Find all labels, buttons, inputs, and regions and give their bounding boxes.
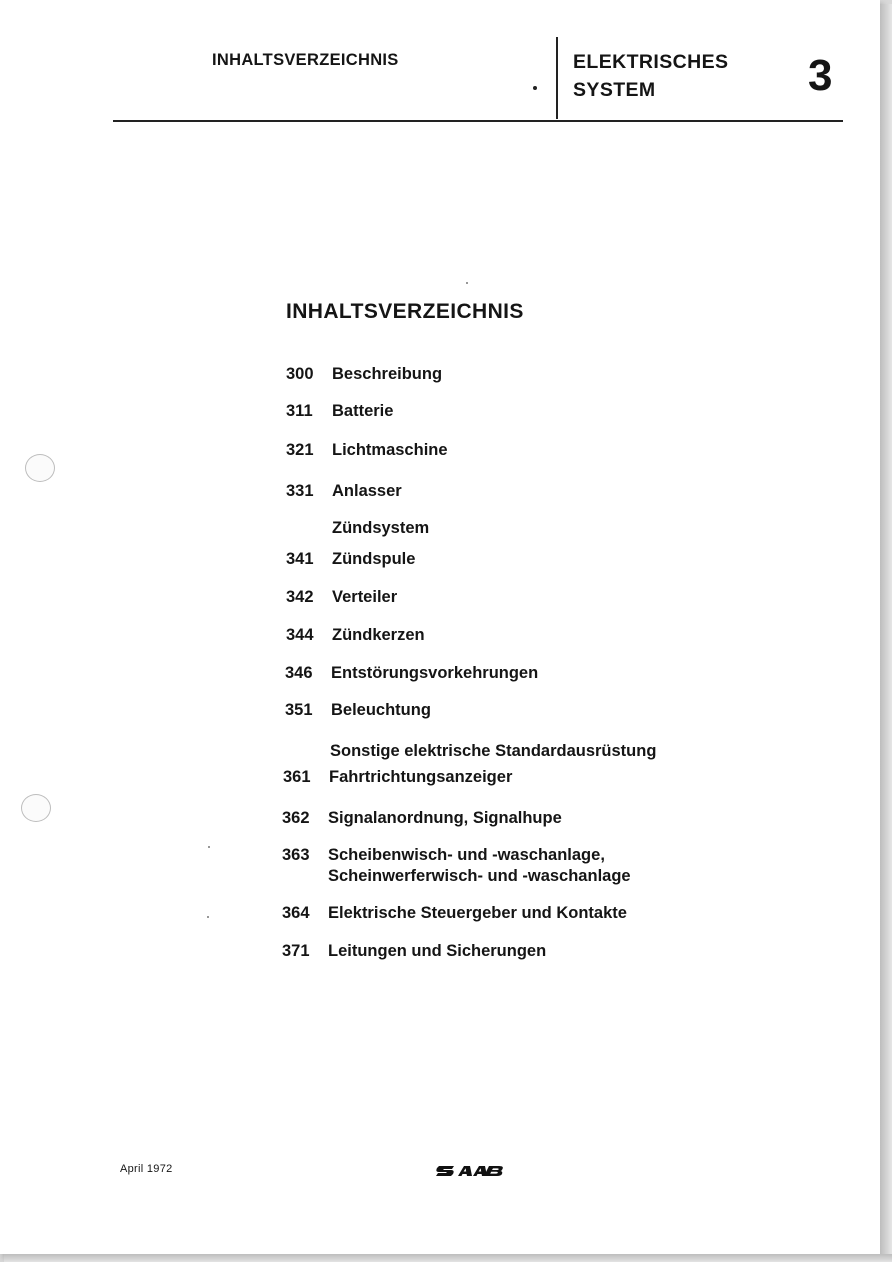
toc-entry-title: Beschreibung bbox=[332, 365, 443, 383]
toc-entry-number: 341 bbox=[286, 550, 314, 568]
header-dot bbox=[533, 86, 537, 90]
header-section-title bbox=[573, 48, 728, 104]
header-section-title-line2: SYSTEM bbox=[573, 79, 656, 101]
toc-group-heading: Zündsystem bbox=[332, 519, 430, 537]
toc-entry-number: 342 bbox=[286, 588, 314, 606]
header-rule bbox=[113, 120, 843, 122]
saab-logo bbox=[436, 1164, 504, 1178]
toc-entry-number: 331 bbox=[286, 482, 314, 500]
toc-entry-number: 364 bbox=[282, 904, 310, 922]
toc-entry-title: Fahrtrichtungsanzeiger bbox=[329, 768, 513, 786]
toc-entry-title-line1: Scheibenwisch- und -waschanlage, bbox=[328, 846, 605, 864]
toc-entry-title: Anlasser bbox=[332, 482, 402, 500]
toc-entry-number: 321 bbox=[286, 441, 314, 459]
toc-entry-number: 300 bbox=[286, 365, 314, 383]
page-edge-shadow bbox=[880, 4, 892, 1262]
toc-title: INHALTSVERZEICHNIS bbox=[286, 300, 524, 323]
toc-entry-title: Signalanordnung, Signalhupe bbox=[328, 809, 562, 827]
toc-entry-title: Elektrische Steuergeber und Kontakte bbox=[328, 904, 627, 922]
paper-speck bbox=[207, 916, 209, 918]
toc-entry-title: Entstörungsvorkehrungen bbox=[331, 664, 539, 682]
toc-entry-title: Lichtmaschine bbox=[332, 441, 448, 459]
toc-entry-number: 351 bbox=[285, 701, 313, 719]
toc-entry-title: Batterie bbox=[332, 402, 394, 420]
punch-hole bbox=[25, 454, 55, 482]
toc-entry-title: Zündspule bbox=[332, 550, 416, 568]
toc-entry-title: Verteiler bbox=[332, 588, 398, 606]
toc-entry-number: 371 bbox=[282, 942, 310, 960]
toc-entry-number: 361 bbox=[283, 768, 311, 786]
toc-entry-title bbox=[328, 845, 631, 887]
paper-speck bbox=[466, 282, 468, 284]
toc-entry-number: 363 bbox=[282, 846, 310, 864]
toc-group-heading: Sonstige elektrische Standardausrüstung bbox=[330, 742, 657, 760]
toc-entry-title: Zündkerzen bbox=[332, 626, 425, 644]
toc-entry-number: 362 bbox=[282, 809, 310, 827]
toc-entry-title: Leitungen und Sicherungen bbox=[328, 942, 547, 960]
toc-entry-title: Beleuchtung bbox=[331, 701, 431, 719]
header-section-number: 3 bbox=[808, 51, 833, 100]
header-section-title-line1: ELEKTRISCHES bbox=[573, 51, 729, 73]
toc-entry-number: 311 bbox=[286, 402, 313, 420]
punch-hole bbox=[21, 794, 51, 822]
toc-entry-number: 346 bbox=[285, 664, 313, 682]
paper-speck bbox=[208, 846, 210, 848]
toc-entry-title-line2: Scheinwerferwisch- und -waschanlage bbox=[328, 867, 631, 885]
page-edge-shadow bbox=[4, 1254, 892, 1262]
header-divider bbox=[556, 37, 558, 119]
toc-entry-number: 344 bbox=[286, 626, 314, 644]
footer-date: April 1972 bbox=[120, 1163, 173, 1175]
header-left-title: INHALTSVERZEICHNIS bbox=[212, 51, 399, 69]
